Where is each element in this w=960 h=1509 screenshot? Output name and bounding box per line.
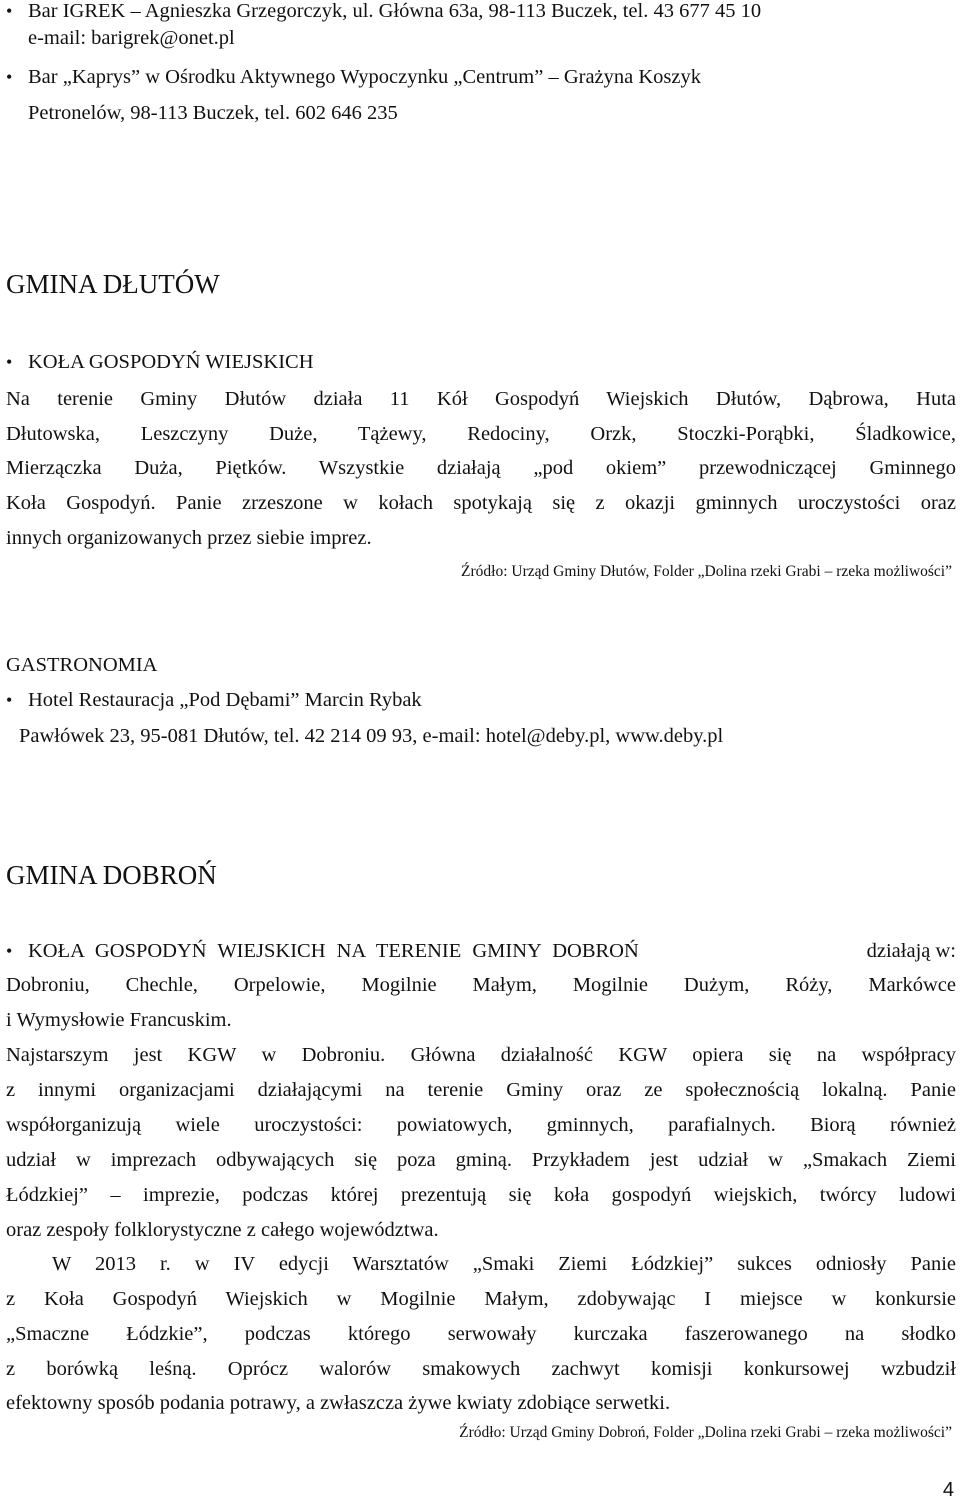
paragraph-line: Mierzączka Duża, Piętków. Wszystkie działają „pod okiem” przewodniczącej Gminnego: [6, 457, 956, 479]
paragraph-line: Dobroniu, Chechle, Orpelowie, Mogilnie Małym, Mogilnie Dużym, Róży, Markówce: [6, 974, 956, 996]
list-item-continuation: Petronelów, 98-113 Buczek, tel. 602 646 235: [28, 102, 398, 124]
paragraph-line: udział w imprezach odbywających się poza gminą. Przykładem jest udział w „Smakach Ziemi: [6, 1149, 956, 1171]
bullet-icon: •: [6, 941, 13, 961]
source-note-dlutow: Źródło: Urząd Gminy Dłutów, Folder „Dolina rzeki Grabi – rzeka możliwości”: [461, 563, 952, 580]
list-item: [6, 64, 701, 90]
paragraph-line: Koła Gospodyń. Panie zrzeszone w kołach spotykają się z okazji gminnych uroczystości oraz: [6, 492, 956, 514]
bullet-lead: KOŁA GOSPODYŃ WIEJSKICH NA TERENIE GMINY DOBROŃ: [28, 940, 639, 962]
paragraph-line: z innymi organizacjami działającymi na terenie Gminy oraz ze społecznością lokalną. Panie: [6, 1079, 956, 1101]
list-item-text: Bar IGREK – Agnieszka Grzegorczyk, ul. Główna 63a, 98-113 Buczek, tel. 43 677 45 10: [28, 0, 762, 22]
bullet-rest: działają w:: [866, 940, 956, 962]
subheading-row: [6, 349, 314, 375]
paragraph-line: współorganizują wiele uroczystości: powiatowych, gminnych, parafialnych. Biorą również: [6, 1114, 956, 1136]
bullet-icon: •: [6, 690, 13, 710]
hotel-contact: Pawłówek 23, 95-081 Dłutów, tel. 42 214 09 93, e-mail: hotel@deby.pl, www.deby.pl: [19, 725, 724, 747]
paragraph-line: oraz zespoły folklorystyczne z całego województwa.: [6, 1219, 439, 1241]
bullet-icon: •: [6, 352, 13, 372]
paragraph-line: W 2013 r. w IV edycji Warsztatów „Smaki Ziemi Łódzkiej” sukces odniosły Panie: [52, 1253, 956, 1275]
section-heading-dobron: GMINA DOBROŃ: [6, 860, 217, 890]
paragraph-line: z Koła Gospodyń Wiejskich w Mogilnie Małym, zdobywając I miejsce w konkursie: [6, 1288, 956, 1310]
paragraph-line: Na terenie Gminy Dłutów działa 11 Kół Gospodyń Wiejskich Dłutów, Dąbrowa, Huta: [6, 388, 956, 410]
page-number: 4: [942, 1479, 954, 1501]
gastronomy-heading: GASTRONOMIA: [6, 654, 158, 676]
hotel-name: Hotel Restauracja „Pod Dębami” Marcin Rybak: [28, 689, 422, 711]
paragraph-line: innych organizowanych przez siebie imprez.: [6, 527, 372, 549]
paragraph-line: z borówką leśną. Oprócz walorów smakowych zachwyt komisji konkursowej wzbudził: [6, 1358, 956, 1380]
list-item-text: Bar „Kaprys” w Ośrodku Aktywnego Wypoczynku „Centrum” – Grażyna Koszyk: [28, 66, 702, 88]
bullet-icon: •: [6, 1, 13, 21]
bullet-line: [6, 938, 956, 964]
bullet-content: [28, 938, 956, 964]
paragraph-line: Dłutowska, Leszczyny Duże, Tążewy, Redociny, Orzk, Stoczki-Porąbki, Śladkowice,: [6, 423, 956, 445]
list-item: [6, 0, 761, 24]
paragraph-line: Najstarszym jest KGW w Dobroniu. Główna działalność KGW opiera się na współpracy: [6, 1044, 956, 1066]
section-heading-dlutow: GMINA DŁUTÓW: [6, 269, 220, 299]
paragraph-line: efektowny sposób podania potrawy, a zwłaszcza żywe kwiaty zdobiące serwetki.: [6, 1392, 671, 1414]
paragraph-line: Łódzkiej” – imprezie, podczas której prezentują się koła gospodyń wiejskich, twórcy ludowi: [6, 1184, 956, 1206]
paragraph-line: i Wymysłowie Francuskim.: [6, 1009, 232, 1031]
bullet-icon: •: [6, 67, 13, 87]
subheading-kgw: KOŁA GOSPODYŃ WIEJSKICH: [28, 351, 314, 373]
list-item: [6, 687, 422, 713]
list-item-continuation: e-mail: barigrek@onet.pl: [28, 27, 235, 49]
source-note-dobron: Źródło: Urząd Gminy Dobroń, Folder „Dolina rzeki Grabi – rzeka możliwości”: [459, 1424, 952, 1441]
paragraph-line: „Smaczne Łódzkie”, podczas którego serwowały kurczaka faszerowanego na słodko: [6, 1323, 956, 1345]
